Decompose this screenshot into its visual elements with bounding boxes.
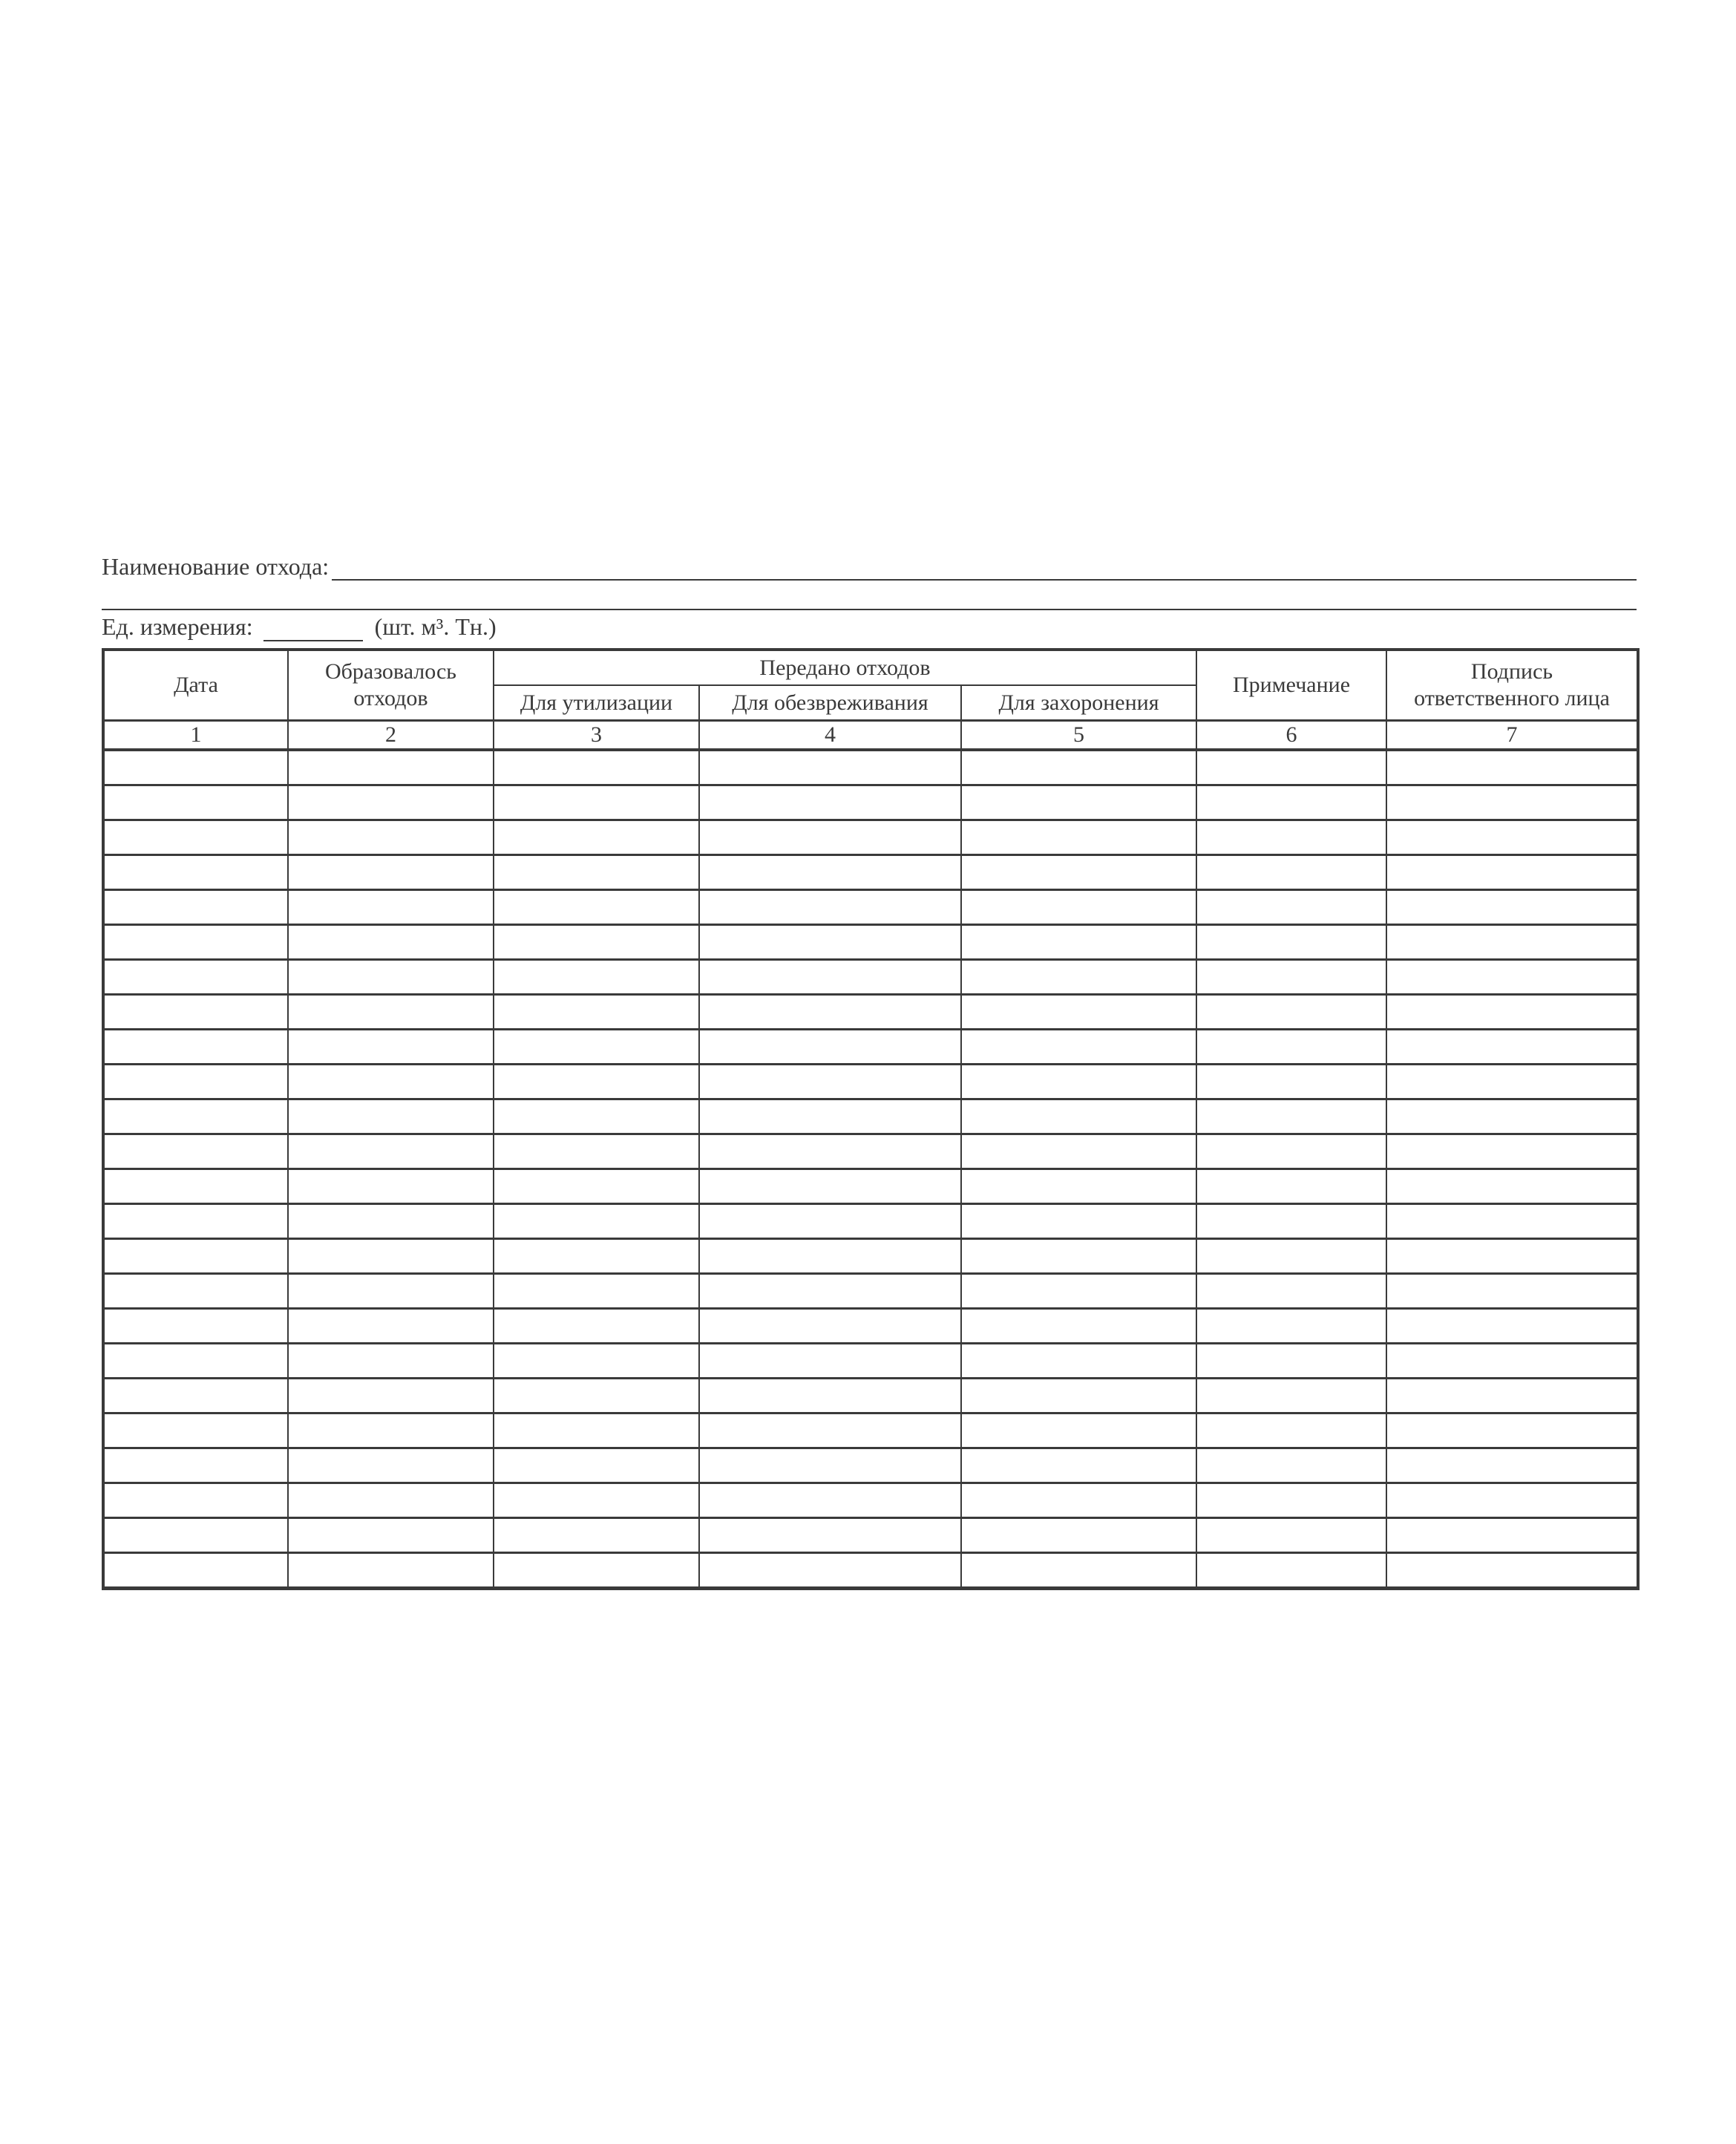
empty-cell — [494, 1553, 699, 1589]
table-row — [103, 1065, 1638, 1099]
table-row — [103, 1344, 1638, 1379]
table-row — [103, 1030, 1638, 1065]
empty-cell — [1386, 1239, 1638, 1274]
empty-cell — [1386, 1518, 1638, 1553]
empty-cell — [103, 1204, 288, 1239]
empty-cell — [288, 1553, 494, 1589]
empty-cell — [1386, 1483, 1638, 1518]
form-sheet — [102, 552, 1637, 1590]
empty-cell — [494, 1169, 699, 1204]
table-header — [103, 650, 1638, 750]
empty-cell — [961, 960, 1196, 995]
empty-cell — [699, 1553, 961, 1589]
empty-cell — [494, 1309, 699, 1344]
unit-blank-field — [263, 609, 363, 641]
empty-cell — [494, 960, 699, 995]
empty-cell — [103, 1134, 288, 1169]
empty-cell — [699, 1518, 961, 1553]
col-header-generated — [288, 650, 494, 721]
table-row — [103, 1169, 1638, 1204]
empty-cell — [103, 1379, 288, 1413]
empty-cell — [103, 1344, 288, 1379]
empty-cell — [103, 750, 288, 785]
empty-cell — [961, 1309, 1196, 1344]
col-header-for-burial: Для захоронения — [961, 685, 1196, 721]
empty-cell — [1386, 1065, 1638, 1099]
empty-cell — [103, 1483, 288, 1518]
empty-cell — [1196, 995, 1386, 1030]
empty-cell — [494, 925, 699, 960]
col-header-generated-text: Образовалось отходов — [325, 659, 456, 710]
empty-cell — [961, 1448, 1196, 1483]
empty-cell — [1386, 1309, 1638, 1344]
table-row — [103, 1448, 1638, 1483]
empty-cell — [288, 890, 494, 925]
empty-cell — [103, 855, 288, 890]
empty-cell — [1196, 1379, 1386, 1413]
empty-cell — [103, 1518, 288, 1553]
col-number-1: 1 — [103, 721, 288, 751]
empty-cell — [699, 1239, 961, 1274]
empty-cell — [1386, 750, 1638, 785]
empty-cell — [103, 1274, 288, 1309]
empty-cell — [103, 1413, 288, 1448]
empty-cell — [103, 960, 288, 995]
empty-cell — [1386, 855, 1638, 890]
empty-cell — [699, 1309, 961, 1344]
empty-cell — [961, 890, 1196, 925]
empty-cell — [494, 1204, 699, 1239]
empty-cell — [288, 1379, 494, 1413]
empty-cell — [288, 1344, 494, 1379]
empty-cell — [494, 750, 699, 785]
empty-cell — [288, 1274, 494, 1309]
empty-cell — [699, 1169, 961, 1204]
empty-cell — [961, 1239, 1196, 1274]
empty-cell — [699, 890, 961, 925]
empty-cell — [103, 1553, 288, 1589]
empty-cell — [494, 855, 699, 890]
empty-cell — [1386, 1134, 1638, 1169]
empty-cell — [288, 1309, 494, 1344]
empty-cell — [699, 820, 961, 855]
empty-cell — [699, 1483, 961, 1518]
empty-cell — [103, 995, 288, 1030]
waste-name-fill-line — [332, 551, 1637, 581]
col-header-transferred-group: Передано отходов — [494, 650, 1196, 685]
empty-cell — [494, 1448, 699, 1483]
table-row — [103, 960, 1638, 995]
table-row — [103, 750, 1638, 785]
empty-cell — [1196, 1518, 1386, 1553]
empty-cell — [1386, 960, 1638, 995]
col-header-for-neutralization: Для обезвреживания — [699, 685, 961, 721]
empty-cell — [1386, 1344, 1638, 1379]
empty-cell — [494, 1134, 699, 1169]
table-row — [103, 1483, 1638, 1518]
empty-cell — [494, 1030, 699, 1065]
empty-cell — [288, 995, 494, 1030]
empty-cell — [699, 785, 961, 820]
empty-cell — [103, 1099, 288, 1134]
empty-cell — [1196, 1553, 1386, 1589]
empty-cell — [1196, 1099, 1386, 1134]
empty-cell — [961, 925, 1196, 960]
empty-cell — [1386, 1553, 1638, 1589]
empty-cell — [1196, 1274, 1386, 1309]
table-row — [103, 1413, 1638, 1448]
empty-cell — [699, 1030, 961, 1065]
empty-cell — [494, 1518, 699, 1553]
empty-cell — [494, 890, 699, 925]
empty-cell — [1386, 1448, 1638, 1483]
table-row — [103, 820, 1638, 855]
empty-cell — [699, 995, 961, 1030]
table-row — [103, 1204, 1638, 1239]
empty-cell — [288, 1030, 494, 1065]
empty-cell — [103, 890, 288, 925]
empty-cell — [699, 1413, 961, 1448]
empty-cell — [699, 1274, 961, 1309]
empty-cell — [1386, 1030, 1638, 1065]
empty-cell — [961, 750, 1196, 785]
col-number-6: 6 — [1196, 721, 1386, 751]
empty-cell — [494, 1344, 699, 1379]
empty-cell — [961, 1099, 1196, 1134]
empty-cell — [699, 1099, 961, 1134]
empty-cell — [1196, 890, 1386, 925]
header-row-1 — [103, 650, 1638, 685]
empty-cell — [961, 1553, 1196, 1589]
column-numbers-row — [103, 721, 1638, 751]
empty-cell — [494, 1239, 699, 1274]
empty-cell — [699, 1134, 961, 1169]
waste-name-row — [102, 552, 1637, 581]
empty-cell — [288, 1169, 494, 1204]
empty-cell — [1196, 820, 1386, 855]
empty-cell — [288, 1448, 494, 1483]
empty-cell — [103, 1065, 288, 1099]
table-row — [103, 1134, 1638, 1169]
empty-cell — [1196, 750, 1386, 785]
empty-cell — [1386, 995, 1638, 1030]
empty-cell — [288, 1483, 494, 1518]
empty-cell — [1196, 960, 1386, 995]
col-header-signature — [1386, 650, 1638, 721]
empty-cell — [1386, 1274, 1638, 1309]
empty-cell — [288, 925, 494, 960]
table-row — [103, 925, 1638, 960]
empty-cell — [699, 1448, 961, 1483]
waste-name-label: Наименование отхода: — [102, 553, 330, 580]
empty-cell — [288, 1518, 494, 1553]
table-row — [103, 1099, 1638, 1134]
empty-cell — [1196, 1483, 1386, 1518]
col-header-for-utilization: Для утилизации — [494, 685, 699, 721]
empty-cell — [288, 1413, 494, 1448]
empty-cell — [961, 1344, 1196, 1379]
empty-cell — [961, 855, 1196, 890]
empty-cell — [494, 995, 699, 1030]
empty-cell — [288, 750, 494, 785]
empty-cell — [961, 1379, 1196, 1413]
empty-cell — [494, 1483, 699, 1518]
table-row — [103, 995, 1638, 1030]
table-row — [103, 1379, 1638, 1413]
table-row — [103, 855, 1638, 890]
empty-cell — [1386, 1379, 1638, 1413]
empty-cell — [288, 1239, 494, 1274]
empty-cell — [1386, 1169, 1638, 1204]
empty-cell — [961, 1030, 1196, 1065]
empty-cell — [103, 1169, 288, 1204]
empty-cell — [1386, 1204, 1638, 1239]
empty-cell — [103, 1448, 288, 1483]
empty-cell — [699, 1379, 961, 1413]
table-row — [103, 1274, 1638, 1309]
empty-cell — [1386, 820, 1638, 855]
empty-cell — [494, 1379, 699, 1413]
empty-cell — [288, 960, 494, 995]
empty-cell — [699, 1344, 961, 1379]
empty-cell — [1386, 785, 1638, 820]
empty-cell — [1196, 1030, 1386, 1065]
empty-cell — [699, 750, 961, 785]
unit-options-label: (шт. м³. Тн.) — [374, 613, 497, 640]
col-number-2: 2 — [288, 721, 494, 751]
empty-cell — [961, 1065, 1196, 1099]
empty-cell — [1196, 925, 1386, 960]
empty-cell — [1196, 1413, 1386, 1448]
empty-cell — [1196, 785, 1386, 820]
empty-cell — [1386, 1099, 1638, 1134]
empty-cell — [103, 1030, 288, 1065]
empty-cell — [699, 855, 961, 890]
table-row — [103, 1309, 1638, 1344]
empty-cell — [961, 1483, 1196, 1518]
col-number-4: 4 — [699, 721, 961, 751]
col-number-7: 7 — [1386, 721, 1638, 751]
empty-cell — [288, 1204, 494, 1239]
empty-cell — [1386, 925, 1638, 960]
empty-cell — [699, 1204, 961, 1239]
empty-cell — [1386, 890, 1638, 925]
empty-cell — [1386, 1413, 1638, 1448]
empty-cell — [1196, 1448, 1386, 1483]
empty-cell — [288, 855, 494, 890]
col-header-note: Примечание — [1196, 650, 1386, 721]
empty-cell — [1196, 1204, 1386, 1239]
empty-cell — [961, 1413, 1196, 1448]
empty-cell — [494, 1274, 699, 1309]
col-number-3: 3 — [494, 721, 699, 751]
empty-cell — [288, 1134, 494, 1169]
empty-cell — [961, 1204, 1196, 1239]
empty-cell — [103, 785, 288, 820]
table-row — [103, 1518, 1638, 1553]
empty-cell — [961, 820, 1196, 855]
empty-cell — [103, 820, 288, 855]
empty-cell — [1196, 1309, 1386, 1344]
empty-cell — [103, 1309, 288, 1344]
empty-cell — [961, 1274, 1196, 1309]
unit-label: Ед. измерения: — [102, 613, 253, 640]
table-row — [103, 890, 1638, 925]
col-number-5: 5 — [961, 721, 1196, 751]
col-header-date: Дата — [103, 650, 288, 721]
empty-cell — [494, 1065, 699, 1099]
empty-cell — [699, 1065, 961, 1099]
empty-cell — [1196, 1239, 1386, 1274]
col-header-signature-text: Подпись ответственного лица — [1414, 659, 1610, 710]
empty-cell — [494, 1099, 699, 1134]
empty-cell — [494, 820, 699, 855]
empty-cell — [288, 820, 494, 855]
empty-cell — [1196, 1169, 1386, 1204]
empty-cell — [961, 995, 1196, 1030]
empty-cell — [1196, 855, 1386, 890]
empty-cell — [288, 1099, 494, 1134]
empty-cell — [494, 1413, 699, 1448]
empty-cell — [103, 925, 288, 960]
empty-cell — [1196, 1134, 1386, 1169]
empty-cell — [961, 1134, 1196, 1169]
table-row — [103, 1239, 1638, 1274]
empty-cell — [494, 785, 699, 820]
table-row — [103, 785, 1638, 820]
empty-cell — [699, 925, 961, 960]
waste-log-table — [102, 648, 1640, 1590]
empty-cell — [103, 1239, 288, 1274]
empty-cell — [1196, 1344, 1386, 1379]
empty-cell — [961, 1169, 1196, 1204]
empty-cell — [288, 785, 494, 820]
empty-cell — [961, 785, 1196, 820]
empty-cell — [288, 1065, 494, 1099]
table-body — [103, 750, 1638, 1589]
unit-row — [102, 610, 1637, 641]
waste-name-second-line — [102, 581, 1637, 610]
empty-cell — [699, 960, 961, 995]
empty-cell — [961, 1518, 1196, 1553]
empty-cell — [1196, 1065, 1386, 1099]
table-row — [103, 1553, 1638, 1589]
